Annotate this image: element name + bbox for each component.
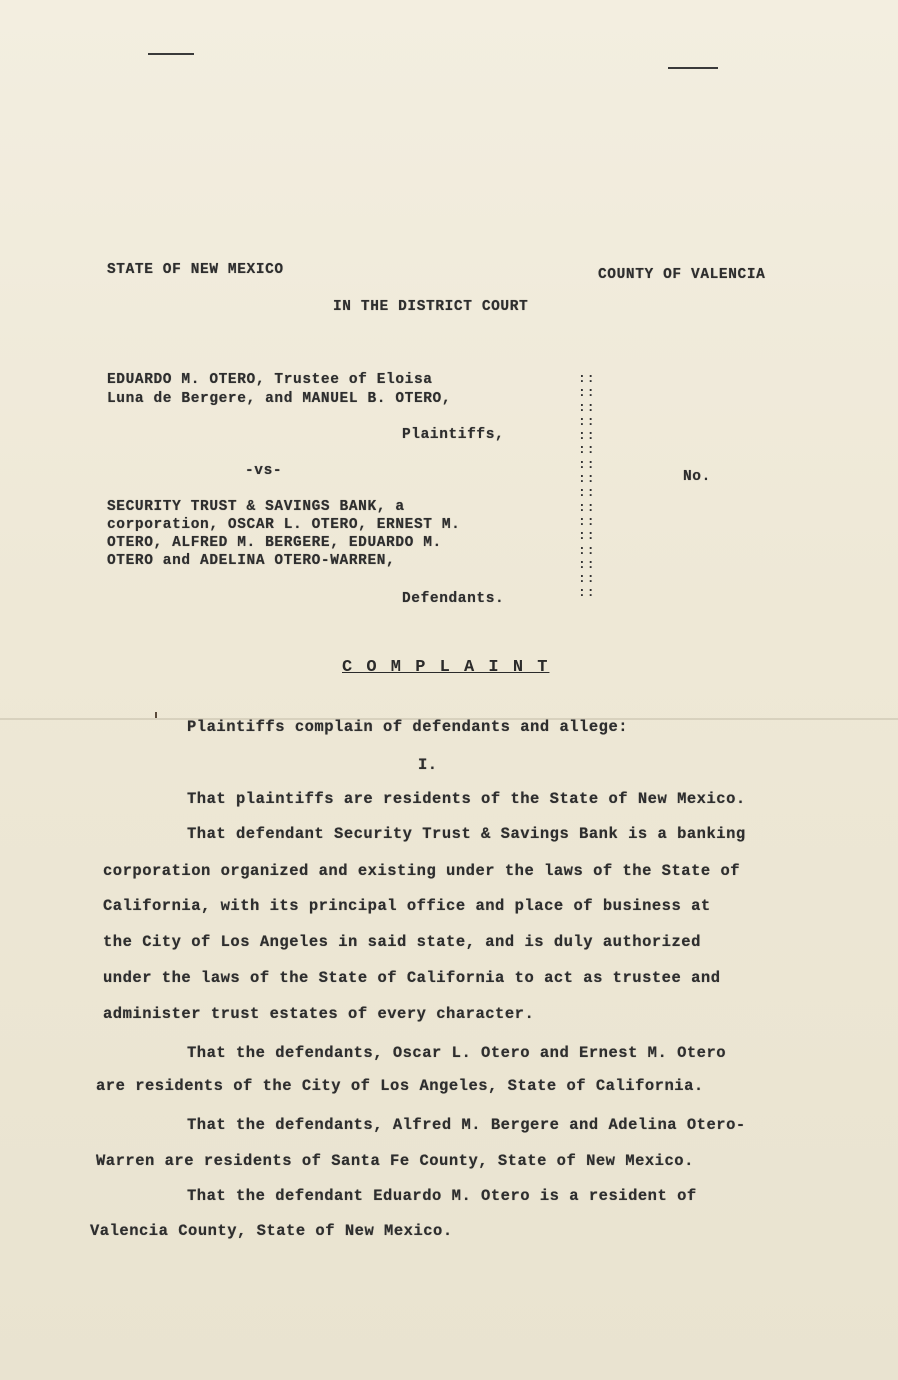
paragraph-5-line-1: That the defendant Eduardo M. Otero is a resident of xyxy=(187,1187,697,1205)
section-number: I. xyxy=(418,756,438,774)
separator-mark: :: xyxy=(578,571,596,587)
separator-mark: :: xyxy=(578,371,596,386)
county-heading: COUNTY OF VALENCIA xyxy=(598,267,766,283)
separator-mark: :: xyxy=(578,556,596,572)
staple-mark-left xyxy=(148,53,194,55)
separator-mark: :: xyxy=(578,442,596,458)
paragraph-4-line-2: Warren are residents of Santa Fe County, State of New Mexico. xyxy=(96,1152,694,1170)
court-heading: IN THE DISTRICT COURT xyxy=(333,299,529,315)
paragraph-2-line-3: California, with its principal office and place of business at xyxy=(103,897,711,915)
separator-mark: :: xyxy=(578,485,596,501)
defendants-line-1: SECURITY TRUST & SAVINGS BANK, a xyxy=(107,499,405,515)
separator-mark: :: xyxy=(578,428,596,444)
separator-mark: :: xyxy=(578,528,596,544)
paragraph-3-line-2: are residents of the City of Los Angeles, State of California. xyxy=(96,1077,704,1095)
separator-mark: :: xyxy=(578,399,596,415)
defendants-line-3: OTERO, ALFRED M. BERGERE, EDUARDO M. xyxy=(107,535,442,551)
separator-mark: :: xyxy=(578,513,596,529)
paragraph-2-line-6: administer trust estates of every character. xyxy=(103,1005,535,1023)
separator-mark: :: xyxy=(578,499,596,515)
paragraph-1: That plaintiffs are residents of the State of New Mexico. xyxy=(187,790,746,808)
plaintiffs-label: Plaintiffs, xyxy=(402,427,505,443)
paragraph-2-line-1: That defendant Security Trust & Savings Bank is a banking xyxy=(187,825,746,843)
plaintiffs-line-1: EDUARDO M. OTERO, Trustee of Eloisa xyxy=(107,372,433,388)
separator-mark: :: xyxy=(578,456,596,472)
plaintiffs-line-2: Luna de Bergere, and MANUEL B. OTERO, xyxy=(107,391,452,407)
intro-line: Plaintiffs complain of defendants and allege: xyxy=(187,718,629,736)
paragraph-2-line-5: under the laws of the State of California to act as trustee and xyxy=(103,969,721,987)
separator-mark: :: xyxy=(578,413,596,429)
paragraph-4-line-1: That the defendants, Alfred M. Bergere and Adelina Otero- xyxy=(187,1116,746,1134)
paragraph-3-line-1: That the defendants, Oscar L. Otero and Ernest M. Otero xyxy=(187,1044,727,1062)
defendants-line-2: corporation, OSCAR L. OTERO, ERNEST M. xyxy=(107,517,461,533)
staple-mark-right xyxy=(668,67,718,69)
paragraph-2-line-4: the City of Los Angeles in said state, and is duly authorized xyxy=(103,933,701,951)
separator-mark: :: xyxy=(578,585,596,601)
versus-label: -vs- xyxy=(245,463,283,479)
separator-mark: :: xyxy=(578,385,596,401)
state-heading: STATE OF NEW MEXICO xyxy=(107,262,284,278)
separator-mark: :: xyxy=(578,471,596,487)
defendants-line-4: OTERO and ADELINA OTERO-WARREN, xyxy=(107,553,396,569)
defendants-label: Defendants. xyxy=(402,591,505,607)
complaint-title: C O M P L A I N T xyxy=(342,658,550,677)
paragraph-5-line-2: Valencia County, State of New Mexico. xyxy=(90,1222,453,1240)
caption-separator-column xyxy=(578,372,602,601)
case-number-label: No. xyxy=(683,469,711,485)
separator-mark: :: xyxy=(578,542,596,558)
ink-speck xyxy=(155,712,157,718)
paragraph-2-line-2: corporation organized and existing under the laws of the State of xyxy=(103,862,741,880)
